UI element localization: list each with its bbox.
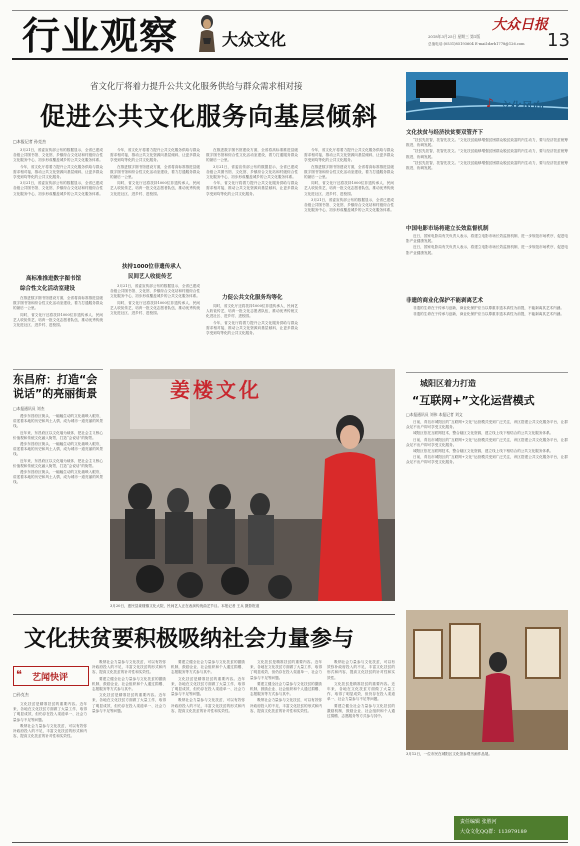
column-badge bbox=[13, 666, 89, 686]
date-line: 2018年3月25日 星期三 第1版 bbox=[428, 34, 481, 39]
editor-line: 总值电话:(0531)85193604 E-mail:dzrb1778@126.com bbox=[428, 42, 525, 46]
gallery-photo-caption: 3月12日，一位市民在城阳区文化馆参观书画作品展。 bbox=[406, 752, 492, 756]
column-name: 艺闻快评 bbox=[32, 673, 69, 683]
lead-subhead-1b: 综合性文化活动室建设 bbox=[20, 286, 76, 292]
lead-body-col4: 今年，省文化厅将着力提升公共文化服务供给与群众需求相对接，推动公共文化资源向基层倾斜，让更多群众享受到均等化的公共文化服务。 在推进数字图书馆建设方面，全省将高标准推进县级数字图书馆和综合性文化活动室建设，着力打通服务群众的最后一公里。 同时，省文化厅还将扶持1000位非遗传承人、民间艺人收徒传艺，培育一批文化志愿者队伍，推动优秀传统文化进社区、进乡村、进校园。 3月21日，省委宣传部公布的数据显示，全省已建成各级公共图书馆、文化馆、乡镇综合文化站和村级综合性文化服务中心，初步形成覆盖城乡的公共文化服务体系。 bbox=[304, 148, 394, 213]
bottom-article-rule bbox=[13, 614, 395, 615]
paper-name-logo: 大众日报 bbox=[492, 17, 548, 33]
lead-body-col3: 在推进数字图书馆建设方面，全省将高标准推进县级数字图书馆和综合性文化活动室建设，着力打通服务群众的最后一公里。 3月21日，省委宣传部公布的数据显示，全省已建成各级公共图书馆、文化馆、乡镇综合文化站和村级综合性文化服务中心，初步形成覆盖城乡的公共文化服务体系。 今年，省文化厅将着力提升公共文化服务供给与群众需求相对接，推动公共文化资源向基层倾斜，让更多群众享受到均等化的公共文化服务。 bbox=[206, 148, 298, 196]
right-feature-rule bbox=[406, 372, 568, 373]
lead-byline: □本报记者 孙克杰 bbox=[13, 139, 47, 144]
side-feature-top-rule bbox=[13, 369, 103, 370]
right-feature-body: 日前，青岛市城阳区的“互联网+文化”运营模式受到广泛关注，该区搭建公共文化服务平台，让群众足不出户即可享受文化服务。 城阳区依托互联网技术，整合辖区文化资源，建立线上线下相结合的公共文化服务体系。 日前，青岛市城阳区的“互联网+文化”运营模式受到广泛关注，该区搭建公共文化服务平台，让群众足不出户即可享受文化服务。 城阳区依托互联网技术，整合辖区文化资源，建立线上线下相结合的公共文化服务体系。 日前，青岛市城阳区的“互联网+文化”运营模式受到广泛关注，该区搭建公共文化服务平台，让群众足不出户即可享受文化服务。 bbox=[406, 420, 568, 465]
bottom-body-col1: 文化扶贫是精准扶贫的重要内容。近年来，各地在文化扶贫方面做了大量工作，取得了明显成效，但仍存在投入渠道单一、社会力量参与不足等问题。 吸纳社会力量参与文化扶贫，可以有效弥补政府投入的不足，丰富文化扶贫的形式和内容，提高文化扶贫的针对性和实效性。 bbox=[13, 702, 87, 739]
page-number: 13 bbox=[547, 30, 570, 51]
section-title: 行业观察 bbox=[22, 14, 179, 58]
bottom-body-col5: 吸纳社会力量参与文化扶贫，可以有效弥补政府投入的不足，丰富文化扶贫的形式和内容，提高文化扶贫的针对性和实效性。 文化扶贫是精准扶贫的重要内容。近年来，各地在文化扶贫方面做了大量工作，取得了明显成效，但仍存在投入渠道单一、社会力量参与不足等问题。 要建立健全社会力量参与文化扶贫的激励机制，鼓励企业、社会组织和个人通过捐赠、志愿服务等方式参与其中。 bbox=[327, 660, 395, 719]
right-item-1-title: 文化扶贫与经济扶贫要双管齐下 bbox=[406, 130, 484, 136]
footer-editor: 责任编辑 张胜河 bbox=[460, 819, 497, 825]
right-item-3-body: 非遗的生命在于传承与创新，商业化保护应当以尊重非遗本真性为前提，不能剥离其艺术内涵。 非遗的生命在于传承与创新，商业化保护应当以尊重非遗本真性为前提，不能剥离其艺术内涵。 bbox=[413, 306, 564, 317]
bottom-body-col4: 文化扶贫是精准扶贫的重要内容。近年来，各地在文化扶贫方面做了大量工作，取得了明显成效，但仍存在投入渠道单一、社会力量参与不足等问题。 要建立健全社会力量参与文化扶贫的激励机制，鼓励企业、社会组织和个人通过捐赠、志愿服务等方式参与其中。 吸纳社会力量参与文化扶贫，可以有效弥补政府投入的不足，丰富文化扶贫的形式和内容，提高文化扶贫的针对性和实效性。 bbox=[250, 660, 322, 713]
masthead-bottom-rule bbox=[12, 58, 568, 60]
right-feature-title: 城阳区着力打造 bbox=[420, 379, 476, 388]
lead-subhead-1: 高标准推进数字图书馆 bbox=[26, 276, 82, 282]
bottom-body-col2: 吸纳社会力量参与文化扶贫，可以有效弥补政府投入的不足，丰富文化扶贫的形式和内容，提高文化扶贫的针对性和实效性。 要建立健全社会力量参与文化扶贫的激励机制，鼓励企业、社会组织和个人通过捐赠、志愿服务等方式参与其中。 文化扶贫是精准扶贫的重要内容。近年来，各地在文化扶贫方面做了大量工作，取得了明显成效，但仍存在投入渠道单一、社会力量参与不足等问题。 bbox=[92, 660, 166, 713]
footer-bar bbox=[454, 816, 568, 840]
lead-headline: 促进公共文化服务向基层倾斜 bbox=[40, 102, 379, 131]
lead-body-col1: 3月21日，省委宣传部公布的数据显示，全省已建成各级公共图书馆、文化馆、乡镇综合文化站和村级综合性文化服务中心，初步形成覆盖城乡的公共文化服务体系。 今年，省文化厅将着力提升公共文化服务供给与群众需求相对接，推动公共文化资源向基层倾斜，让更多群众享受到均等化的公共文化服务。 3月21日，省委宣传部公布的数据显示，全省已建成各级公共图书馆、文化馆、乡镇综合文化站和村级综合性文化服务中心，初步形成覆盖城乡的公共文化服务体系。 bbox=[13, 148, 103, 196]
right-item-3-title: 非遗的商业化保护不能剥离艺术 bbox=[406, 298, 484, 304]
main-photo bbox=[110, 369, 395, 601]
right-item-2-body: 近日，国家电影局有关负责人表示，将建立电影市场长效监督机制，进一步规范市场秩序，促进电影产业健康发展。 近日，国家电影局有关负责人表示，将建立电影市场长效监督机制，进一步规范市场秩序，促进电影产业健康发展。 bbox=[406, 234, 568, 255]
speech-bubble-icon: ❝ bbox=[16, 668, 22, 681]
section-subtitle: 大众文化 bbox=[222, 30, 287, 49]
photo-banner-text: 姜楼文化 bbox=[170, 378, 262, 402]
right-item-1-body: “扶贫先扶智，扶智先扶文。”文化扶贫能够增强贫困群众脱贫致富的内生动力，要与经济扶贫统筹推进、协调发展。 “扶贫先扶智，扶智先扶文。”文化扶贫能够增强贫困群众脱贫致富的内生动力，要与经济扶贫统筹推进、协调发展。 “扶贫先扶智，扶智先扶文。”文化扶贫能够增强贫困群众脱贫致富的内生动力，要与经济扶贫统筹推进、协调发展。 bbox=[406, 138, 568, 171]
side-feature-body: 漫步东昌府区街头，一幅幅生动的文化墙映入眼帘，讲述着本地的历史和风土人情，成为城市一道亮丽的风景线。 近年来，东昌府区以文化墙为载体，把社会主义核心价值观和传统文化融入街景，打造“会说话”的街景。 漫步东昌府区街头，一幅幅生动的文化墙映入眼帘，讲述着本地的历史和风土人情，成为城市一道亮丽的风景线。 近年来，东昌府区以文化墙为载体，把社会主义核心价值观和传统文化融入街景，打造“会说话”的街景。 漫步东昌府区街头，一幅幅生动的文化墙映入眼帘，讲述着本地的历史和风土人情，成为城市一道亮丽的风景线。 bbox=[13, 414, 103, 485]
lead-body-col2b: 3月21日，省委宣传部公布的数据显示，全省已建成各级公共图书馆、文化馆、乡镇综合文化站和村级综合性文化服务中心，初步形成覆盖城乡的公共文化服务体系。 同时，省文化厅还将扶持1000位非遗传承人、民间艺人收徒传艺，培育一批文化志愿者队伍，推动优秀传统文化进社区、进乡村、进校园。 bbox=[110, 284, 200, 316]
scholar-figure-icon bbox=[196, 14, 218, 52]
side-feature-byline: □本报通讯员 刘杰 bbox=[13, 406, 45, 411]
lead-body-col2: 今年，省文化厅将着力提升公共文化服务供给与群众需求相对接，推动公共文化资源向基层倾斜，让更多群众享受到均等化的公共文化服务。 在推进数字图书馆建设方面，全省将高标准推进县级数字图书馆和综合性文化活动室建设，着力打通服务群众的最后一公里。 同时，省文化厅还将扶持1000位非遗传承人、民间艺人收徒传艺，培育一批文化志愿者队伍，推动优秀传统文化进社区、进乡村、进校园。 bbox=[110, 148, 200, 196]
page-bottom-rule bbox=[12, 842, 568, 843]
right-item-2-title: 中国电影市场将建立长效监督机制 bbox=[406, 226, 489, 232]
right-section-label: 文化风向 bbox=[500, 100, 544, 113]
right-feature-byline: □本报通讯员 刘伟 本报记者 刘文 bbox=[406, 412, 463, 417]
main-photo-caption: 3月20日，惠民县姜楼镇文化大院，民间艺人正在表演传统曲艺节目。本报记者 王兵 摄影报道 bbox=[110, 604, 260, 608]
right-feature-headline: “互联网+”文化运营模式 bbox=[412, 394, 535, 407]
side-feature-title: 东昌府：打造“会说话”的亮丽街景 bbox=[13, 373, 98, 400]
masthead-top-rule bbox=[12, 10, 568, 11]
masthead bbox=[0, 0, 580, 66]
lead-subhead-2b: 民间艺人收徒传艺 bbox=[128, 274, 173, 280]
footer-contact: 大众文化QQ群：113979189 bbox=[460, 829, 527, 835]
bottom-headline: 文化扶贫要积极吸纳社会力量参与 bbox=[24, 627, 355, 652]
lead-body-col1b: 在推进数字图书馆建设方面，全省将高标准推进县级数字图书馆和综合性文化活动室建设，着力打通服务群众的最后一公里。 同时，省文化厅还将扶持1000位非遗传承人、民间艺人收徒传艺，培育一批文化志愿者队伍，推动优秀传统文化进社区、进乡村、进校园。 bbox=[13, 296, 103, 328]
lead-kicker: 省文化厅将着力提升公共文化服务供给与群众需求相对接 bbox=[90, 82, 303, 92]
lead-subhead-2: 扶持1000位非遗传承人 bbox=[122, 264, 182, 270]
bottom-byline: □孙克杰 bbox=[13, 692, 29, 697]
music-note-icon: ♪ bbox=[486, 96, 494, 110]
gallery-photo bbox=[406, 610, 568, 750]
lead-subhead-3: 力促公共文化服务均等化 bbox=[222, 295, 283, 301]
lead-body-col3b: 同时，省文化厅还将扶持1000位非遗传承人、民间艺人收徒传艺，培育一批文化志愿者队伍，推动优秀传统文化进社区、进乡村、进校园。 今年，省文化厅将着力提升公共文化服务供给与群众需求相对接，推动公共文化资源向基层倾斜，让更多群众享受到均等化的公共文化服务。 bbox=[206, 304, 298, 336]
bottom-body-col3: 要建立健全社会力量参与文化扶贫的激励机制，鼓励企业、社会组织和个人通过捐赠、志愿服务等方式参与其中。 文化扶贫是精准扶贫的重要内容。近年来，各地在文化扶贫方面做了大量工作，取得了明显成效，但仍存在投入渠道单一、社会力量参与不足等问题。 吸纳社会力量参与文化扶贫，可以有效弥补政府投入的不足，丰富文化扶贫的形式和内容，提高文化扶贫的针对性和实效性。 bbox=[171, 660, 245, 713]
